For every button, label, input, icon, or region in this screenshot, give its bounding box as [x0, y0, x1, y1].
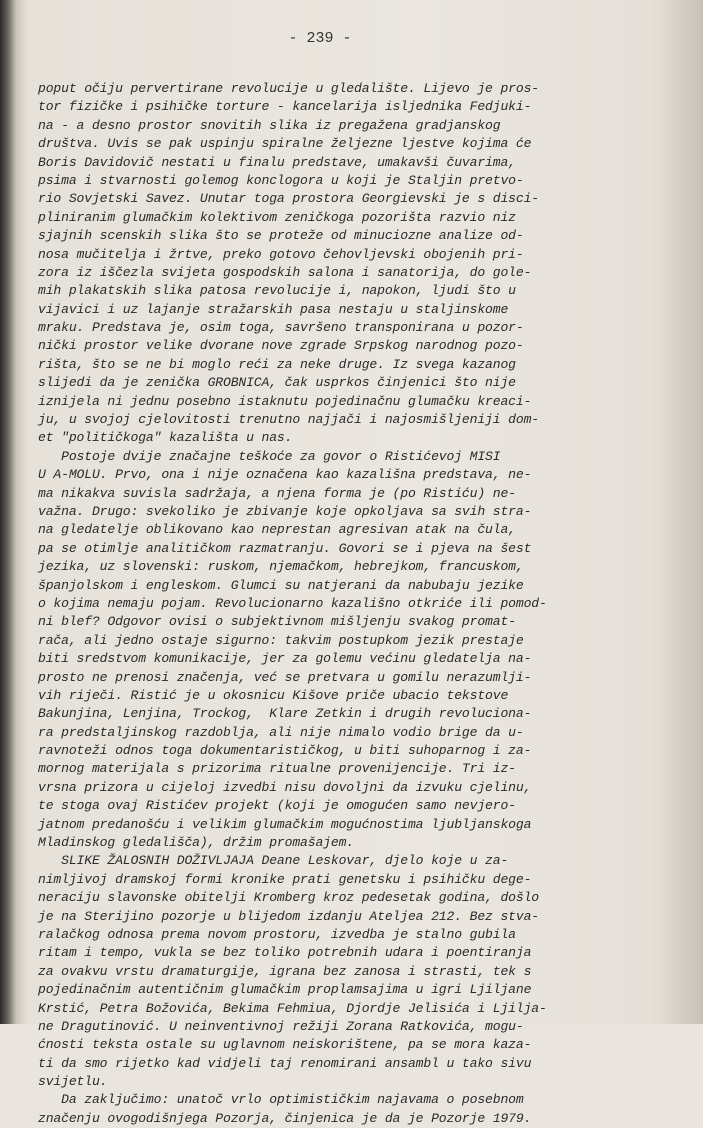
text-line: ni blef? Odgovor ovisi o subjektivnom mišljenju svakog promat-: [38, 614, 516, 630]
text-line: mraku. Predstava je, osim toga, savršeno transponirana u pozor-: [38, 320, 524, 336]
text-line: rio Sovjetski Savez. Unutar toga prostora Georgievski je s disci-: [38, 191, 539, 207]
text-line: biti sredstvom komunikacije, jer za golemu većinu gledatelja na-: [38, 651, 532, 667]
text-line: vrsna prizora u cijeloj izvedbi nisu dovoljni da izvuku cjelinu,: [38, 779, 532, 795]
text-line: poput očiju pervertirane revolucije u gledalište. Lijevo je pros-: [38, 81, 539, 96]
text-line: Boris Davidovič nestati u finalu predstave, umakavši čuvarima,: [38, 154, 516, 170]
text-line: nički prostor velike dvorane nove zgrade Srpskog narodnog pozo-: [38, 338, 524, 354]
text-line: slijedi da je zenička GROBNICA, čak usprkos činjenici što nije: [38, 375, 516, 391]
text-line: nimljivoj dramskoj formi kronike prati genetsku i psihičku dege-: [38, 871, 532, 887]
text-line: ritam i tempo, vukla se bez toliko potrebnih udara i poentiranja: [38, 945, 532, 961]
text-line: mornog materijala s prizorima ritualne provenijencije. Tri iz-: [38, 761, 516, 777]
text-line: psima i stvarnosti golemog konclogora u koji je Staljin pretvo-: [38, 172, 524, 188]
text-line: jezika, uz slovenski: ruskom, njemačkom, hebrejkom, francuskom,: [38, 559, 524, 575]
body-text: [38, 80, 666, 1128]
page-edge-shadow: [663, 0, 703, 1024]
text-line: na - a desno prostor snovitih slika iz pregažena gradjanskog: [38, 117, 501, 133]
text-line: pliniranim glumačkim kolektivom zeničkoga pozorišta razvio niz: [38, 209, 516, 225]
text-line: Bakunjina, Lenjina, Trockog, Klare Zetkin i drugih revoluciona-: [38, 706, 532, 722]
text-line: iznijela ni jednu posebno istaknutu pojedinačnu glumačku kreaci-: [38, 393, 532, 409]
text-line: ravnoteži odnos toga dokumentarističkog, u biti suhoparnog i za-: [38, 743, 532, 759]
text-line: značenju ovogodišnjega Pozorja, činjenica je da je Pozorje 1979.: [38, 1110, 532, 1126]
text-line: za ovakvu vrstu dramaturgije, igrana bez zanosa i strasti, tek s: [38, 963, 532, 979]
text-line: neraciju slavonske obitelji Kromberg kroz pedesetak godina, došlo: [38, 890, 539, 906]
text-line: pa se otimlje analitičkom razmatranju. Govori se i pjeva na šest: [38, 540, 532, 556]
text-line: ne Dragutinović. U neinventivnoj režiji Zorana Ratkovića, mogu-: [38, 1018, 524, 1034]
text-line: ćnosti teksta ostale su uglavnom neiskorištene, pa se mora kaza-: [38, 1037, 532, 1053]
text-line: Mladinskog gledališča), držim promašajem.: [38, 835, 355, 851]
page-number: - 239 -: [288, 30, 352, 47]
text-line: na gledatelje oblikovano kao neprestan agresivan atak na čula,: [38, 522, 516, 538]
text-line: ma nikakva suvisla sadržaja, a njena forma je (po Ristiću) ne-: [38, 485, 516, 501]
text-line: U A-MOLU. Prvo, ona i nije označena kao kazališna predstava, ne-: [38, 467, 532, 483]
text-line: SLIKE ŽALOSNIH DOŽIVLJAJA Deane Leskovar, djelo koje u za-: [38, 853, 509, 869]
text-line: te stoga ovaj Ristićev projekt (koji je omogućen samo nevjero-: [38, 798, 516, 814]
text-line: Krstić, Petra Božovića, Bekima Fehmiua, Djordje Jelisića i Ljilja-: [38, 1000, 547, 1016]
text-line: Postoje dvije značajne teškoće za govor o Ristićevoj MISI: [38, 448, 501, 464]
text-line: ralačkog odnosa prema novom prostoru, izvedba je stalno gubila: [38, 926, 516, 942]
text-line: et "političkoga" kazališta u nas.: [38, 430, 293, 446]
text-line: rača, ali jedno ostaje sigurno: takvim postupkom jezik prestaje: [38, 632, 524, 648]
text-line: sjajnih scenskih slika što se proteže od minuciozne analize od-: [38, 228, 524, 244]
text-line: vijavici i uz lajanje stražarskih pasa nestaju u staljinskome: [38, 301, 509, 317]
text-line: Da zaključimo: unatoč vrlo optimističkim najavama o posebnom: [38, 1092, 524, 1108]
text-line: jatnom predanošću i velikim glumačkim mogućnostima ljubljanskoga: [38, 816, 532, 832]
text-line: prosto ne prenosi značenja, već se pretvara u gomilu nerazumlji-: [38, 669, 532, 685]
text-line: je na Sterijino pozorje u blijedom izdanju Ateljea 212. Bez stva-: [38, 908, 539, 924]
text-line: tor fizičke i psihičke torture - kancelarija isljednika Fedjuki-: [38, 99, 532, 115]
text-line: nosa mučitelja i žrtve, preko gotovo čehovljevski obojenih pri-: [38, 246, 524, 262]
text-line: zora iz iščezla svijeta gospodskih salona i sanatorija, do gole-: [38, 264, 532, 280]
text-line: svijetlu.: [38, 1074, 108, 1090]
text-line: rišta, što se ne bi moglo reći za neke druge. Iz svega kazanog: [38, 356, 516, 372]
text-line: važna. Drugo: svekoliko je zbivanje koje opkoljava sa svih stra-: [38, 503, 532, 519]
text-line: društva. Uvis se pak uspinju spiralne željezne ljestve kojima će: [38, 136, 532, 152]
text-line: ju, u svojoj cjelovitosti trenutno najjači i najosmišljeniji dom-: [38, 412, 539, 428]
text-line: španjolskom i engleskom. Glumci su natjerani da nabubaju jezike: [38, 577, 524, 593]
text-line: pojedinačnim autentičnim glumačkim proplamsajima u igri Ljiljane: [38, 982, 532, 998]
text-line: mih plakatskih slika patosa revolucije i, napokon, ljudi što u: [38, 283, 516, 299]
text-line: ra predstaljinskog razdoblja, ali nije nimalo vodio brige da u-: [38, 724, 524, 740]
text-line: ti da smo rijetko kad vidjeli taj renomirani ansambl u tako sivu: [38, 1055, 532, 1071]
text-line: vih riječi. Ristić je u okosnicu Kišove priče ubacio tekstove: [38, 687, 509, 703]
text-line: o kojima nemaju pojam. Revolucionarno kazališno otkriće ili pomod-: [38, 595, 547, 611]
